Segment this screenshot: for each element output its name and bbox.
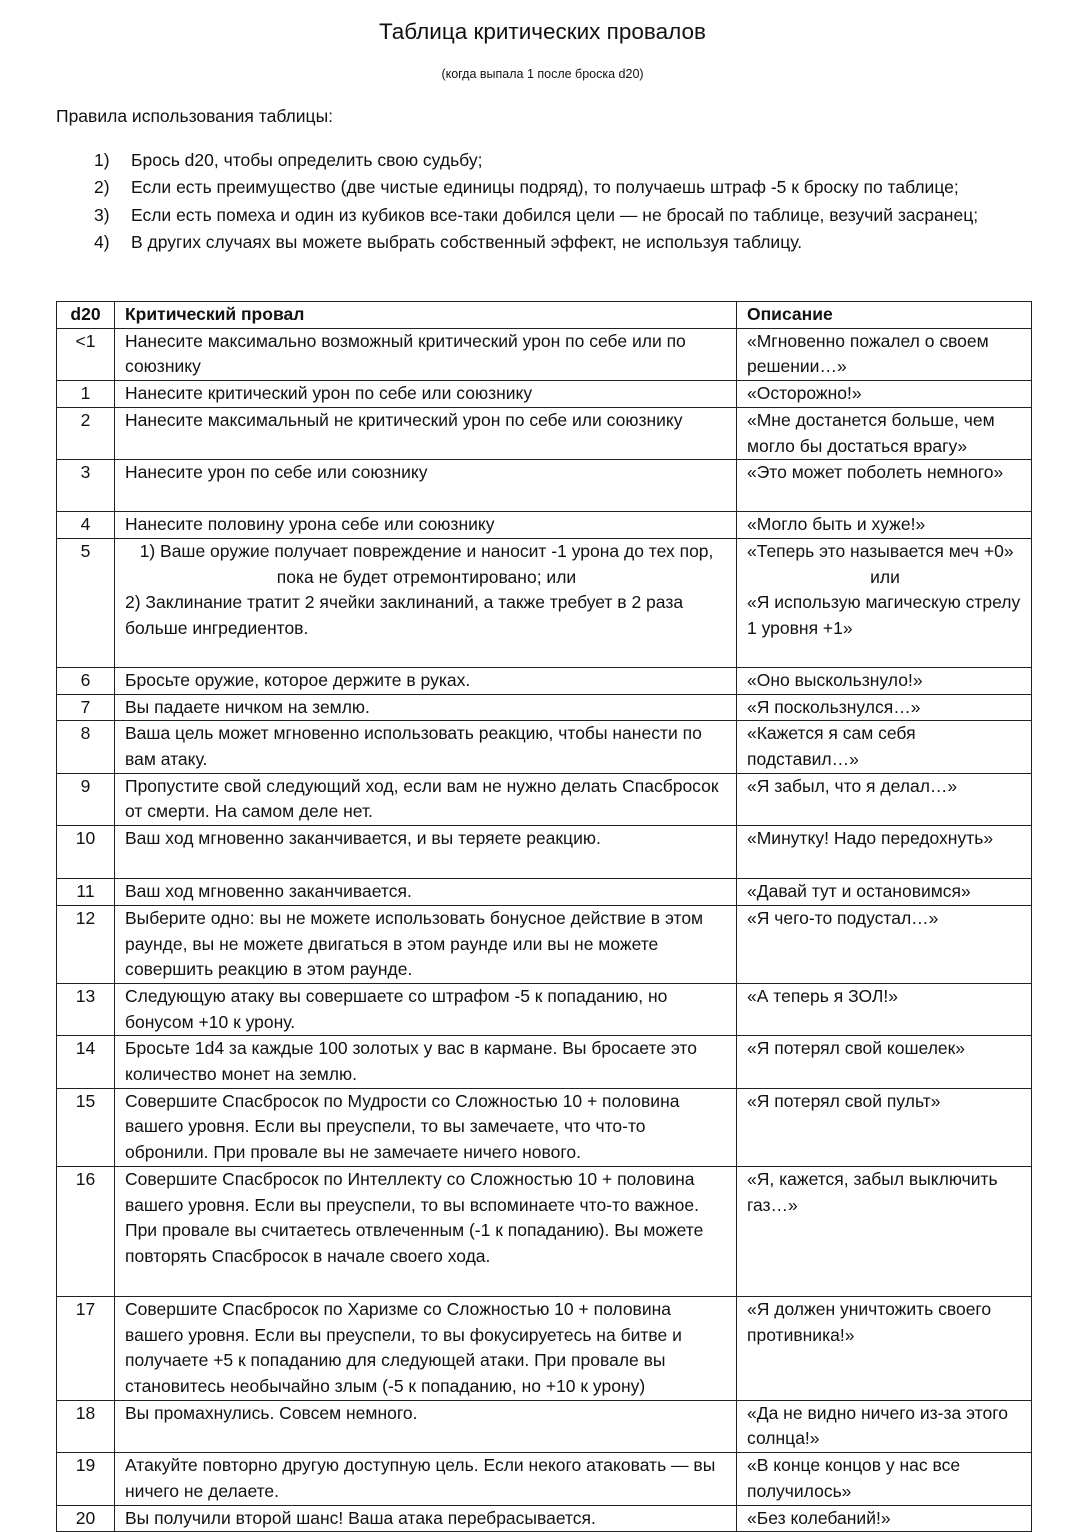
description-cell: «Я потерял свой кошелек»: [737, 1036, 1032, 1088]
table-row: [57, 1296, 1032, 1400]
table-row: [57, 512, 1032, 539]
effect-cell: Нанесите критический урон по себе или союзнику: [115, 381, 737, 408]
roll-cell: 16: [57, 1166, 115, 1296]
effect-cell: Ваш ход мгновенно заканчивается.: [115, 879, 737, 906]
critical-failure-table: [56, 301, 1032, 1532]
effect-cell: Совершите Спасбросок по Мудрости со Сложностью 10 + половина вашего уровня. Если вы преуспели, то вы замечаете, что что-то обронили. При провале вы не замечаете ничего нового.: [115, 1088, 737, 1166]
rule-text: Если есть помеха и один из кубиков все-таки добился цели — не бросай по таблице, везучий засранец;: [131, 204, 979, 225]
header-effect: Критический провал: [115, 302, 737, 329]
effect-cell: Нанесите урон по себе или союзнику: [115, 460, 737, 512]
rules-heading: Правила использования таблицы:: [56, 106, 334, 126]
description-cell: «Я поскользнулся…»: [737, 694, 1032, 721]
effect-cell: [115, 538, 737, 667]
description-cell: «Минутку! Надо передохнуть»: [737, 826, 1032, 879]
effect-cell: Следующую атаку вы совершаете со штрафом -5 к попаданию, но бонусом +10 к урону.: [115, 983, 737, 1035]
description-or: или: [870, 566, 900, 587]
description-cell: «Мне достанется больше, чем могло бы достаться врагу»: [737, 407, 1032, 459]
description-cell: «Кажется я сам себя подставил…»: [737, 721, 1032, 773]
description-cell: «Я должен уничтожить своего противника!»: [737, 1296, 1032, 1400]
effect-cell: Бросьте оружие, которое держите в руках.: [115, 667, 737, 694]
description-cell: «Без колебаний!»: [737, 1505, 1032, 1532]
table-header-row: [57, 302, 1032, 329]
roll-cell: 19: [57, 1453, 115, 1505]
effect-cell: Совершите Спасбросок по Интеллекту со Сложностью 10 + половина вашего уровня. Если вы преуспели, то вы вспоминаете что-то важное. При провале вы считаетесь отвлеченным (-1 к попаданию). Вы можете повторять Спасбросок в начале своего хода.: [115, 1166, 737, 1296]
roll-cell: 3: [57, 460, 115, 512]
rule-text: Брось d20, чтобы определить свою судьбу;: [131, 150, 483, 170]
table-row: [57, 826, 1032, 879]
roll-cell: 14: [57, 1036, 115, 1088]
description-cell: «Мгновенно пожалел о своем решении…»: [737, 328, 1032, 380]
roll-cell: 6: [57, 667, 115, 694]
table-row: [57, 694, 1032, 721]
roll-cell: 11: [57, 879, 115, 906]
description-cell: «Я, кажется, забыл выключить газ…»: [737, 1166, 1032, 1296]
effect-cell: Выберите одно: вы не можете использовать бонусное действие в этом раунде, вы не можете двигаться в этом раунде или вы не можете совершить реакцию в этом раунде.: [115, 905, 737, 983]
table-row: [57, 460, 1032, 512]
effect-cell: Ваша цель может мгновенно использовать реакцию, чтобы нанести по вам атаку.: [115, 721, 737, 773]
description-cell: «Оно выскользнуло!»: [737, 667, 1032, 694]
roll-cell: 13: [57, 983, 115, 1035]
effect-cell: Вы получили второй шанс! Ваша атака перебрасывается.: [115, 1505, 737, 1532]
table-row: [57, 773, 1032, 825]
table-row: [57, 1036, 1032, 1088]
table-row: [57, 667, 1032, 694]
description-cell: «Да не видно ничего из-за этого солнца!»: [737, 1400, 1032, 1452]
description-option-2: «Я использую магическую стрелу 1 уровня +1»: [747, 592, 1021, 639]
rule-number: 2): [94, 177, 110, 198]
roll-cell: 8: [57, 721, 115, 773]
table-row: [57, 1088, 1032, 1166]
rule-text: Если есть преимущество (две чистые единицы подряд), то получаешь штраф -5 к броску по таблице;: [131, 177, 959, 198]
roll-cell: 15: [57, 1088, 115, 1166]
effect-cell: Нанесите максимально возможный критический урон по себе или по союзнику: [115, 328, 737, 380]
description-cell: «Это может поболеть немного»: [737, 460, 1032, 512]
rule-item: [56, 147, 1046, 174]
effect-cell: Пропустите свой следующий ход, если вам не нужно делать Спасбросок от смерти. На самом деле нет.: [115, 773, 737, 825]
rule-item: [56, 229, 1046, 256]
table-row: [57, 407, 1032, 459]
rule-number: 1): [94, 150, 110, 170]
document-subtitle: (когда выпала 1 после броска d20): [441, 67, 644, 81]
table-row: [57, 983, 1032, 1035]
description-cell: [737, 538, 1032, 667]
table-row: [57, 879, 1032, 906]
table-row: [57, 1166, 1032, 1296]
roll-cell: 20: [57, 1505, 115, 1532]
rule-item: [56, 202, 1046, 229]
effect-cell: Вы падаете ничком на землю.: [115, 694, 737, 721]
effect-cell: Ваш ход мгновенно заканчивается, и вы теряете реакцию.: [115, 826, 737, 879]
roll-cell: 2: [57, 407, 115, 459]
description-cell: «Я чего-то подустал…»: [737, 905, 1032, 983]
header-description: Описание: [737, 302, 1032, 329]
roll-cell: 4: [57, 512, 115, 539]
effect-cell: Бросьте 1d4 за каждые 100 золотых у вас в кармане. Вы бросаете это количество монет на землю.: [115, 1036, 737, 1088]
description-cell: «Я забыл, что я делал…»: [737, 773, 1032, 825]
header-roll: d20: [57, 302, 115, 329]
rules-list: [56, 147, 1046, 256]
table-row: [57, 905, 1032, 983]
roll-cell: 12: [57, 905, 115, 983]
effect-cell: Нанесите максимальный не критический урон по себе или союзнику: [115, 407, 737, 459]
roll-cell: 9: [57, 773, 115, 825]
rule-number: 4): [94, 231, 110, 252]
table-row: [57, 1400, 1032, 1452]
description-cell: «В конце концов у нас все получилось»: [737, 1453, 1032, 1505]
roll-cell: 1: [57, 381, 115, 408]
roll-cell: 7: [57, 694, 115, 721]
description-cell: «Могло быть и хуже!»: [737, 512, 1032, 539]
effect-option-1: 1) Ваше оружие получает повреждение и наносит -1 урона до тех пор, пока не будет отремонтировано; или: [139, 540, 714, 587]
description-cell: «Осторожно!»: [737, 381, 1032, 408]
roll-cell: 5: [57, 538, 115, 667]
rule-item: [56, 174, 1046, 201]
document-title: Таблица критических провалов: [379, 19, 706, 44]
table-row: [57, 721, 1032, 773]
effect-option-2: 2) Заклинание тратит 2 ячейки заклинаний, а также требует в 2 раза больше ингредиентов.: [125, 592, 684, 639]
description-cell: «А теперь я ЗОЛ!»: [737, 983, 1032, 1035]
table-row: [57, 1453, 1032, 1505]
roll-cell: 10: [57, 826, 115, 879]
effect-cell: Вы промахнулись. Совсем немного.: [115, 1400, 737, 1452]
roll-cell: <1: [57, 328, 115, 380]
rule-number: 3): [94, 204, 110, 225]
roll-cell: 18: [57, 1400, 115, 1452]
table-row: [57, 538, 1032, 667]
table-row: [57, 1505, 1032, 1532]
roll-cell: 17: [57, 1296, 115, 1400]
rule-text: В других случаях вы можете выбрать собственный эффект, не используя таблицу.: [131, 231, 803, 252]
description-option-1: «Теперь это называется меч +0»: [747, 540, 1014, 561]
description-cell: «Давай тут и остановимся»: [737, 879, 1032, 906]
effect-cell: Совершите Спасбросок по Харизме со Сложностью 10 + половина вашего уровня. Если вы преуспели, то вы фокусируетесь на битве и получаете +5 к попаданию для следующей атаки. При провале вы становитесь необычайно злым (-5 к попаданию, но +10 к урону): [115, 1296, 737, 1400]
table-row: [57, 328, 1032, 380]
table-row: [57, 381, 1032, 408]
description-cell: «Я потерял свой пульт»: [737, 1088, 1032, 1166]
effect-cell: Атакуйте повторно другую доступную цель. Если некого атаковать — вы ничего не делаете.: [115, 1453, 737, 1505]
effect-cell: Нанесите половину урона себе или союзнику: [115, 512, 737, 539]
